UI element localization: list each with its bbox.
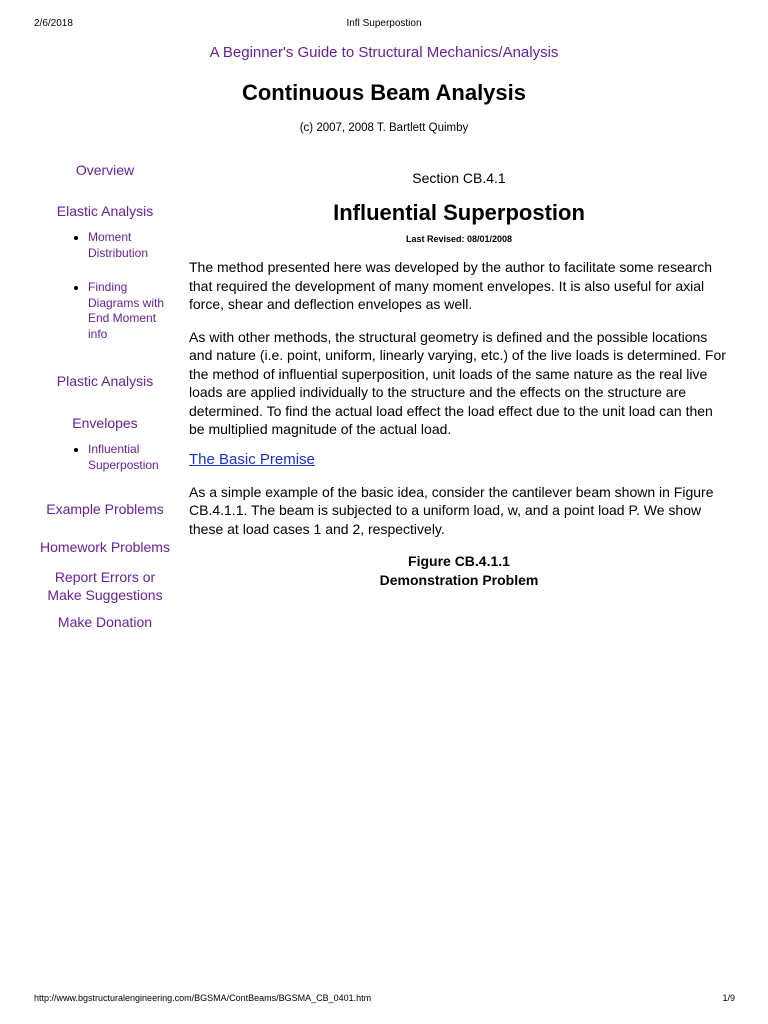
paragraph-example: As a simple example of the basic idea, consider the cantilever beam shown in Figure CB.4.1.1. The beam is subjected to a uniform load, w, and a point load P. We show these at load cases 1 and 2, respectively. [189,483,714,537]
envelopes-sublist [40,442,170,473]
nav-overview[interactable]: Overview [75,162,135,178]
nav-homework-problems[interactable]: Homework Problems [40,539,170,555]
nav-report-errors[interactable]: Report Errors or Make Suggestions [47,569,163,603]
print-date: 2/6/2018 [34,18,73,29]
nav-moment-distribution[interactable]: Moment Distribution [88,230,149,260]
nav-influential-superpostion[interactable]: Influential Superpostion [88,442,159,472]
nav-elastic-analysis[interactable]: Elastic Analysis [56,203,154,219]
site-title-link[interactable]: A Beginner's Guide to Structural Mechanics/Analysis [209,44,559,61]
basic-premise-link[interactable]: The Basic Premise [189,450,315,468]
nav-example-problems[interactable]: Example Problems [46,501,164,517]
section-title: Influential Superpostion [333,200,585,225]
sublist-item [40,280,170,342]
nav-plastic-analysis[interactable]: Plastic Analysis [56,373,154,389]
nav-envelopes[interactable]: Envelopes [72,415,138,431]
elastic-sublist [40,230,170,342]
basic-premise-heading [189,451,729,469]
figure-number: Figure CB.4.1.1 [408,553,510,569]
page-title: Continuous Beam Analysis [241,80,526,105]
print-page-number: 1/9 [722,993,735,1003]
sublist-item [40,442,170,473]
nav-make-donation[interactable]: Make Donation [57,614,153,630]
copyright: (c) 2007, 2008 T. Bartlett Quimby [299,122,469,134]
print-page-title: Infl Superpostion [346,18,422,29]
print-url: http://www.bgstructuralengineering.com/BGSMA/ContBeams/BGSMA_CB_0401.htm [34,993,372,1003]
paragraph-intro: The method presented here was developed by the author to facilitate some research that required the development of many moment envelopes. It is also useful for axial force, shear and deflection envelopes as well. [189,259,712,312]
section-number: Section CB.4.1 [412,170,506,186]
sidebar-nav [40,158,170,631]
main-content [189,170,729,589]
last-revised: Last Revised: 08/01/2008 [405,234,513,244]
figure-caption: Demonstration Problem [379,571,539,588]
paragraph-method: As with other methods, the structural geometry is defined and the possible locations and nature (i.e. point, uniform, linearly varying, etc.) of the live loads is determined. For the method of influential superposition, unit loads of the same nature as the real live loads are applied individually to the structure and the effects on the structure are determined. To find the actual load effect the load effect due to the unit load can then be multiplied magnitude of the actual load. [189,328,726,437]
sublist-item [40,230,170,261]
nav-finding-diagrams[interactable]: Finding Diagrams with End Moment info [88,280,165,341]
